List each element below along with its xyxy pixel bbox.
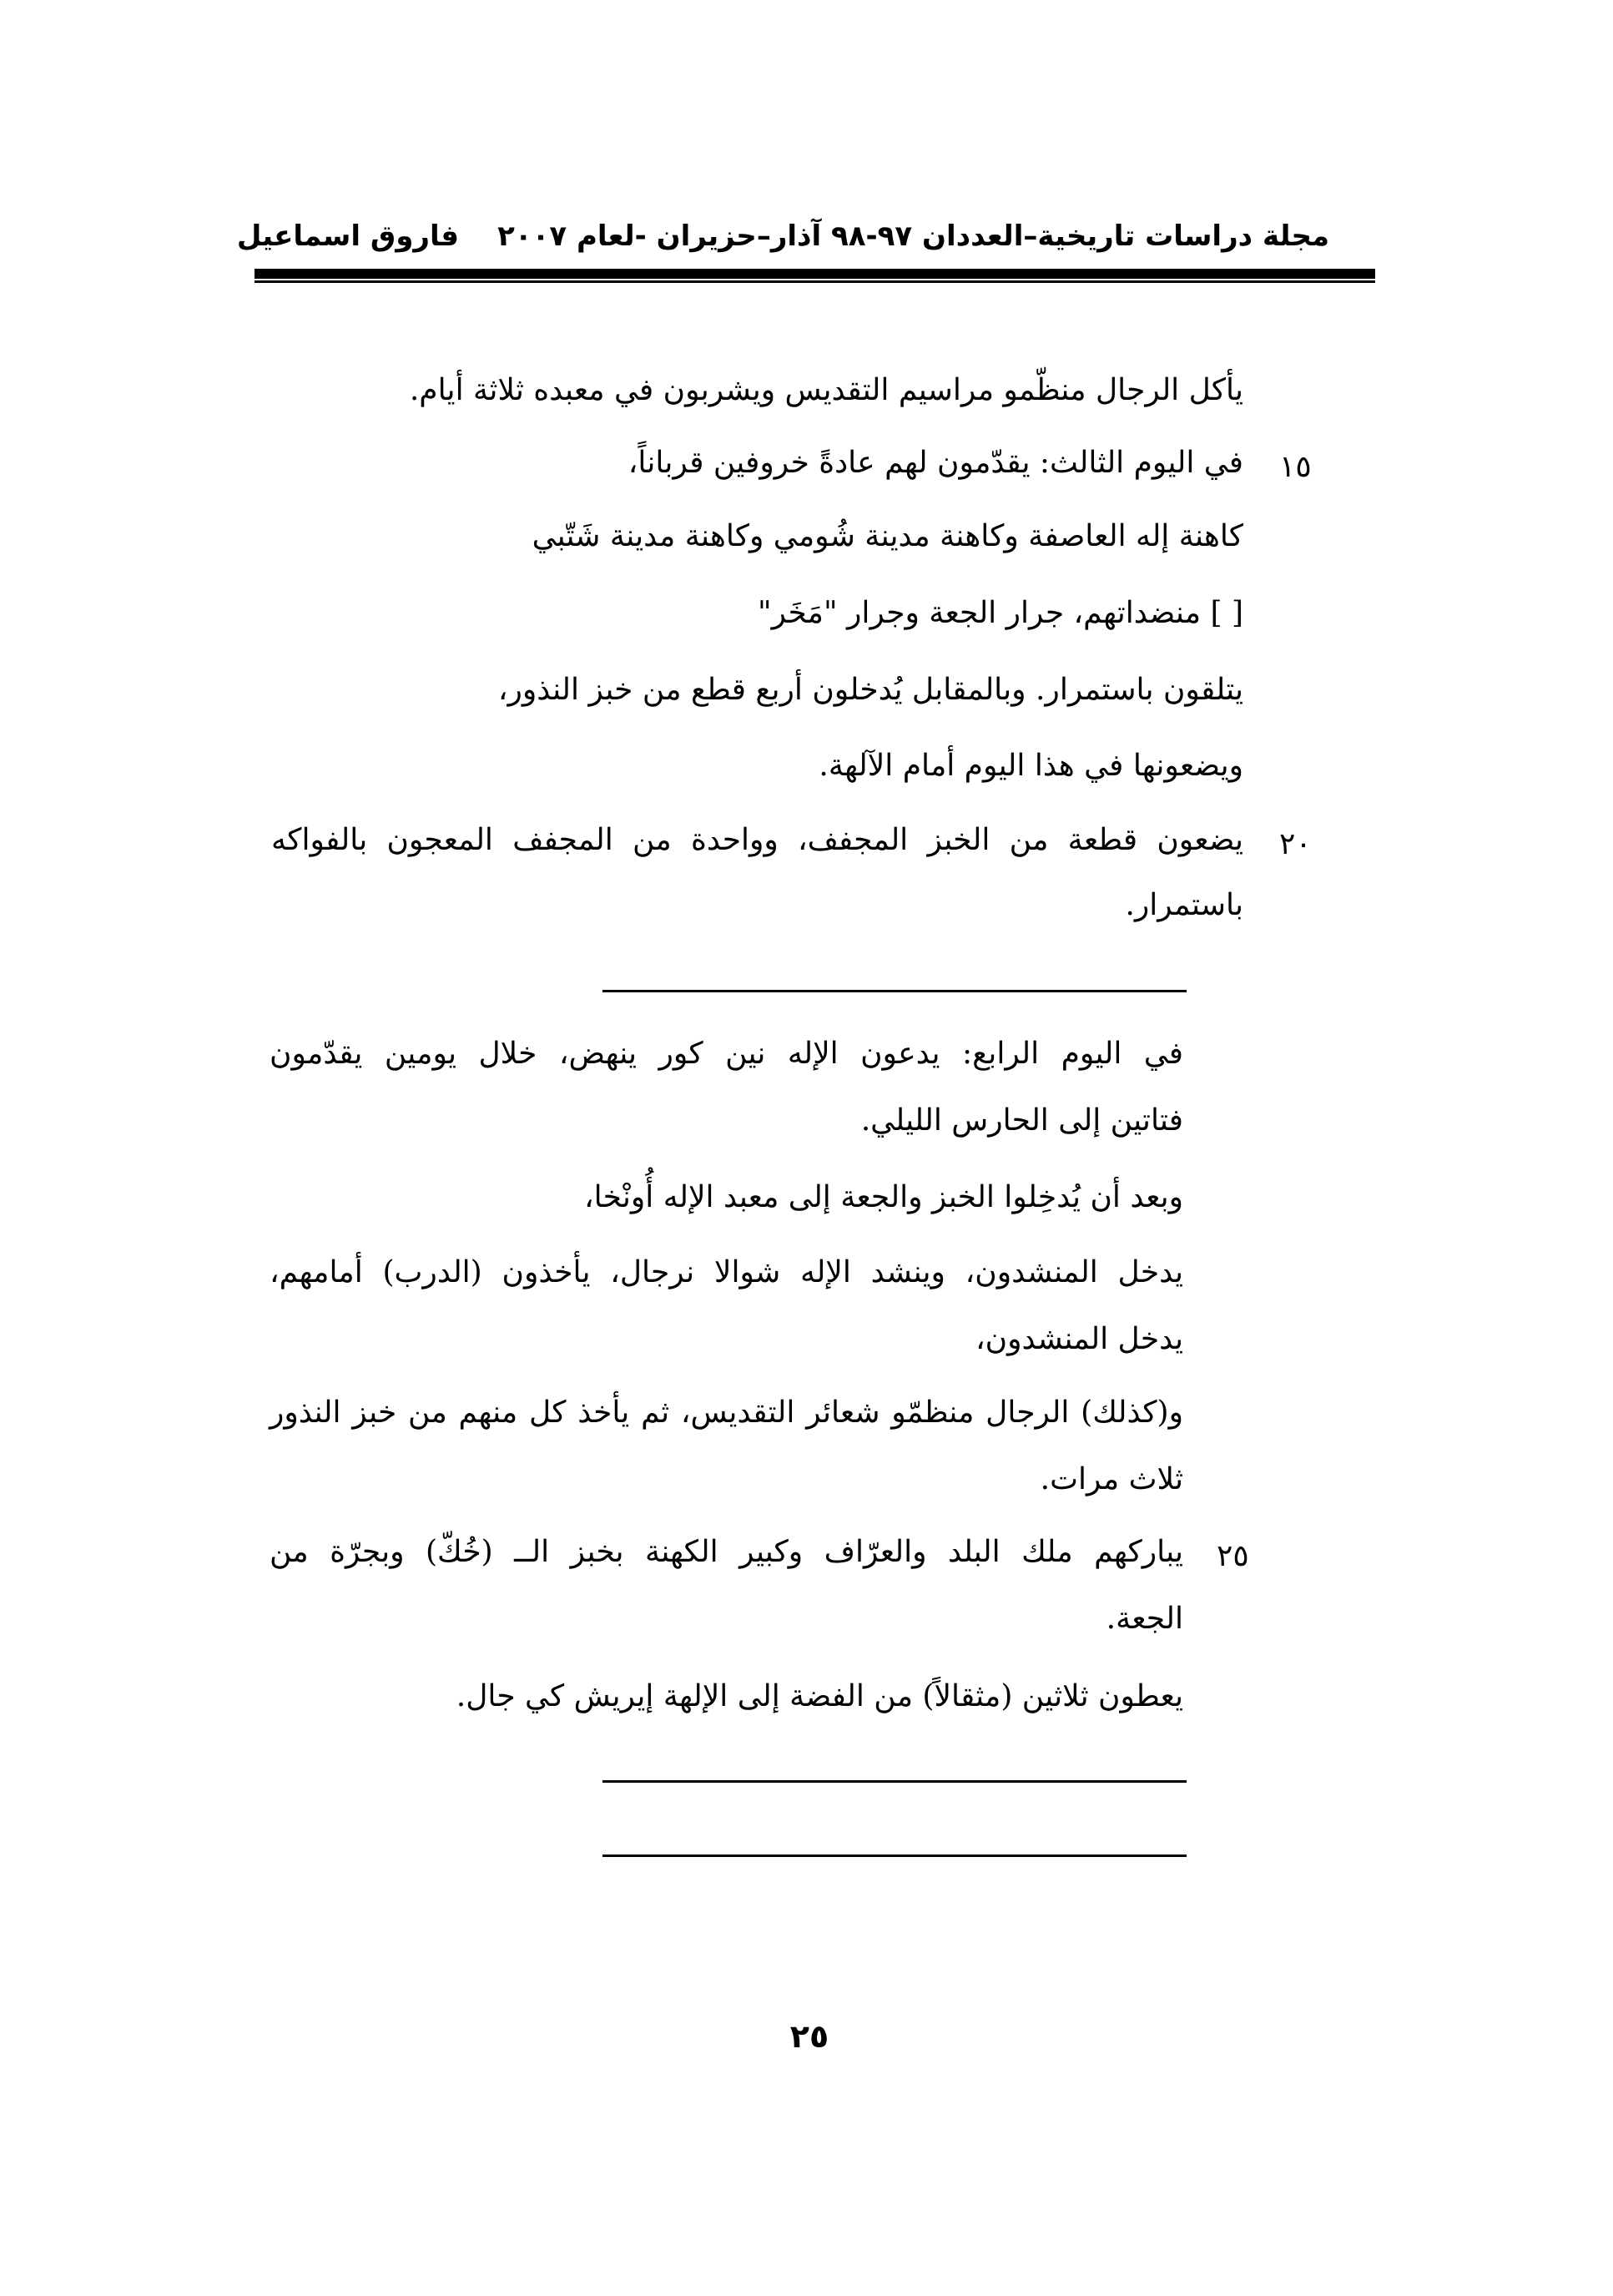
journal-title: مجلة دراسات تاريخية–العددان ٩٧-٩٨ آذار–حزيران -لعام ٢٠٠٧ [497,220,1329,253]
text-line: يعطون ثلاثين (مثقالاً) من الفضة إلى الإلهة إيريش كي جال. [456,1679,1183,1713]
text-line: كاهنة إله العاصفة وكاهنة مدينة شُومي وكاهنة مدينة شَتّبي [532,519,1243,553]
header-rule-thick [255,269,1375,279]
text-line: الجعة. [1106,1602,1183,1636]
author-name: فاروق اسماعيل [236,220,459,253]
text-line: في اليوم الرابع: يدعون الإله نين كور ينهض، خلال يومين يقدّمون [270,1037,1183,1071]
line-number: ٢٥ [1217,1539,1249,1573]
line-number: ١٥ [1279,450,1312,484]
separator-line [602,1854,1187,1857]
page-number: ٢٥ [789,2018,829,2055]
separator-line [602,990,1187,992]
text-line: يضعون قطعة من الخبز المجفف، وواحدة من المجفف المعجون بالفواكه [271,823,1243,857]
text-line: ويضعونها في هذا اليوم أمام الآلهة. [819,749,1243,783]
separator-line [602,1780,1187,1783]
text-line: يدخل المنشدون، وينشد الإله شوالا نرجال، يأخذون (الدرب) أمامهم، [270,1255,1183,1289]
text-line: باستمرار. [1125,888,1243,922]
text-line: يأكل الرجال منظّمو مراسيم التقديس ويشربون في معبده ثلاثة أيام. [409,373,1243,407]
text-line: في اليوم الثالث: يقدّمون لهم عادةً خروفين قرباناً، [628,446,1243,480]
text-line: و(كذلك) الرجال منظمّو شعائر التقديس، ثم يأخذ كل منهم من خبز النذور [270,1395,1183,1430]
text-line: فتاتين إلى الحارس الليلي. [860,1103,1183,1138]
header-rule-thin [255,280,1375,283]
text-line: يتلقون باستمرار. وبالمقابل يُدخلون أربع قطع من خبز النذور، [497,673,1243,707]
text-line: ثلاث مرات. [1040,1462,1183,1496]
line-number: ٢٠ [1279,827,1312,861]
text-line: يدخل المنشدون، [975,1322,1183,1356]
text-line: يباركهم ملك البلد والعرّاف وكبير الكهنة بخبز الــ (خُكّ) وبجرّة من [270,1535,1183,1569]
text-line: وبعد أن يُدخِلوا الخبز والجعة إلى معبد الإله أُونْخا، [584,1180,1183,1214]
text-line: [ ] منضداتهم، جرار الجعة وجرار "مَخَر" [758,596,1243,630]
